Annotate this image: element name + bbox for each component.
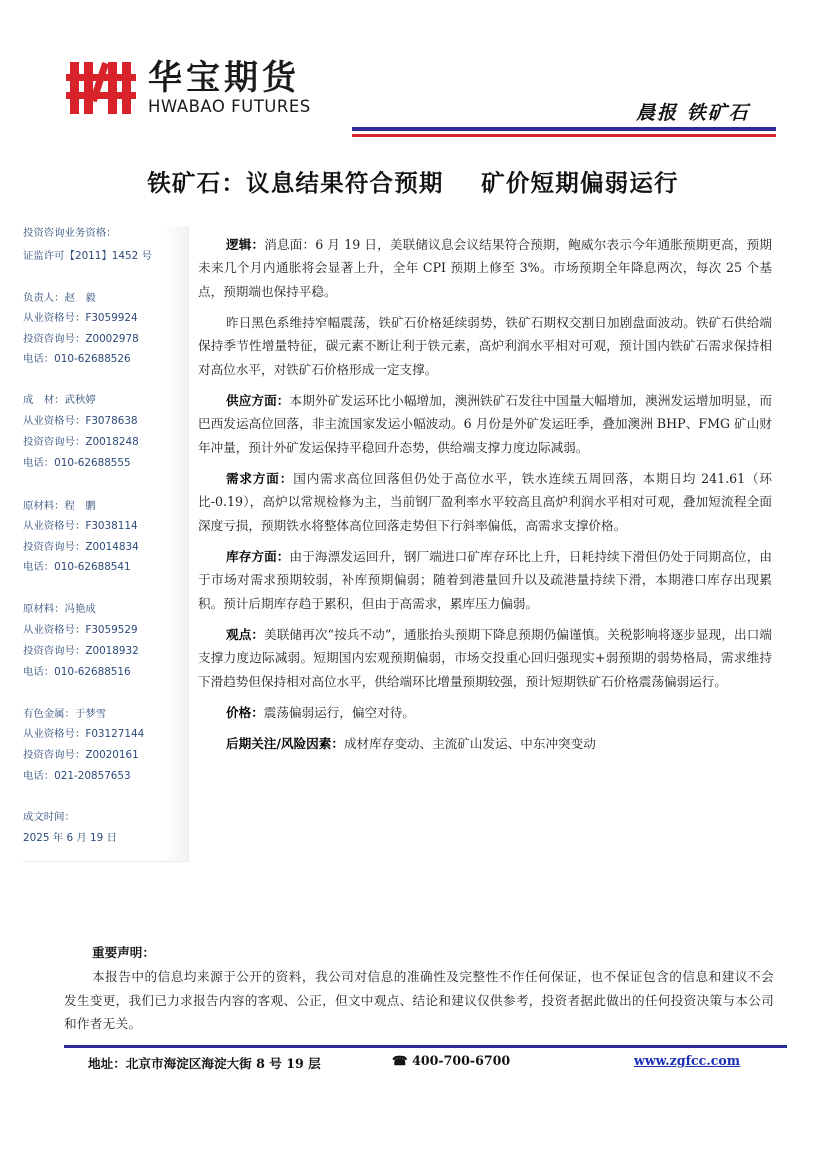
- footer-website-link[interactable]: www.zgfcc.com: [634, 1053, 741, 1068]
- analyst-role: 原材料：冯艳成: [23, 603, 96, 615]
- analyst-role: 有色金属：于梦雪: [23, 708, 107, 720]
- analyst-consult-id: 投资咨询号：Z0002978: [23, 333, 139, 345]
- risk-text: 成材库存变动、主流矿山发运、中东冲突变动: [343, 736, 596, 752]
- view-text: 美联储再次“按兵不动”，通胀抬头预期下降息预期仍偏谨慎。关税影响将逐步显现，出口端支撑力度边际减弱。短期国内宏观预期偏弱，市场交投重心回归强现实+弱预期的弱势格局，需求维持下滑趋势但保持相对高位水平，供给端环比增量预期较强，预计短期铁矿石价格震荡偏弱运行。: [198, 627, 772, 689]
- market-paragraph: 昨日黑色系维持窄幅震荡，铁矿石价格延续弱势，铁矿石期权交割日加剧盘面波动。铁矿石供给端保持季节性增量特征，碳元素不断让利于铁元素，高炉利润水平相对可观，预计国内铁矿石需求保持相对高位水平，对铁矿石价格形成一定支撑。: [198, 315, 772, 377]
- analyst-phone: 电话：010-62688516: [23, 666, 131, 678]
- logic-label: 逻辑：: [226, 237, 265, 252]
- analyst-consult-id: 投资咨询号：Z0020161: [23, 749, 139, 761]
- report-body: [198, 233, 772, 764]
- price-label: 价格：: [226, 705, 264, 721]
- footer-rule: [64, 1045, 787, 1048]
- header-rule-blue: [352, 127, 776, 131]
- inventory-text: 由于海漂发运回升，钢厂端进口矿库存环比上升，日耗持续下滑但仍处于同期高位，由于市场对需求预期较弱，补库预期偏弱；随着到港量回升以及疏港量持续下滑，本期港口库存出现累积。预计后期库存趋于累积，但由于高需求，累库压力偏弱。: [198, 549, 773, 611]
- price-text: 震荡偏弱运行，偏空对待。: [263, 705, 415, 721]
- logic-text: 消息面：6 月 19 日，美联储议息会议结果符合预期，鲍威尔表示今年通胀预期更高，预期未来几个月内通胀将会显著上升，全年 CPI 预期上修至 3%。市场预期全年降息两次，每次 25 个基点，预期端也保持平稳。: [198, 237, 772, 299]
- demand-text: 国内需求高位回落但仍处于高位水平，铁水连续五周回落，本期日均 241.61（环比-0.19），高炉以常规检修为主，当前钢厂盈利率水平较高且高炉利润水平相对可观，叠加短流程全面深度亏损，预期铁水将整体高位回落走势但下行斜率偏低，高需求支撑价格。: [198, 471, 773, 533]
- analyst-consult-id: 投资咨询号：Z0018932: [23, 645, 139, 657]
- analyst-sidebar: [23, 226, 189, 862]
- analyst-role: 成 材：武秋婷: [23, 394, 96, 406]
- analyst-phone: 电话：010-62688555: [23, 457, 131, 469]
- price-paragraph: [198, 701, 772, 724]
- view-paragraph: [198, 623, 772, 693]
- logo-chinese-name: 华宝期货: [148, 58, 300, 98]
- supply-text: 本期外矿发运环比小幅增加，澳洲铁矿石发往中国量大幅增加，澳洲发运增加明显，而巴西发运高位回落，非主流国家发运小幅波动。6 月份是外矿发运旺季，叠加澳洲 BHP、FMG 矿山财年冲量，预计外矿发运保持平稳回升态势，供给端支撑力度边际减弱。: [198, 393, 773, 455]
- report-title: 铁矿石：议息结果符合预期 矿价短期偏弱运行: [147, 169, 679, 197]
- analyst-phone: 电话：010-62688541: [23, 561, 131, 573]
- footer-phone: ☎ 400-700-6700: [392, 1053, 511, 1068]
- qualification-title: 投资咨询业务资格：: [23, 227, 117, 239]
- analyst-consult-id: 投资咨询号：Z0018248: [23, 436, 139, 448]
- analyst-consult-id: 投资咨询号：Z0014834: [23, 541, 139, 553]
- analyst-role: 负责人：赵 毅: [23, 292, 96, 304]
- risk-label: 后期关注/风险因素：: [226, 736, 344, 752]
- date-value: 2025 年 6 月 19 日: [23, 832, 117, 844]
- disclaimer-title: 重要声明：: [92, 945, 155, 960]
- analyst-practice-id: 从业资格号：F03127144: [23, 728, 145, 740]
- date-title: 成文时间：: [23, 811, 75, 823]
- demand-label: 需求方面：: [226, 471, 294, 487]
- logo-english-name: HWABAO FUTURES: [148, 97, 311, 116]
- disclaimer-text: 本报告中的信息均来源于公开的资料，我公司对信息的准确性及完整性不作任何保证，也不保证包含的信息和建议不会发生变更，我们已力求报告内容的客观、公正，但文中观点、结论和建议仅供参考，投资者据此做出的任何投资决策与本公司和作者无关。: [64, 969, 774, 1032]
- analyst-practice-id: 从业资格号：F3059924: [23, 312, 138, 324]
- demand-paragraph: [198, 467, 772, 537]
- analyst-role: 原材料：程 鹏: [23, 500, 96, 512]
- logic-paragraph: [198, 233, 772, 303]
- footer-address: 地址：北京市海淀区海淀大街 8 号 19 层: [88, 1056, 321, 1071]
- risk-paragraph: [198, 732, 772, 755]
- view-label: 观点：: [226, 627, 265, 643]
- report-type-tag: 晨报 铁矿石: [636, 102, 750, 124]
- inventory-label: 库存方面：: [226, 549, 290, 565]
- inventory-paragraph: [198, 545, 772, 615]
- supply-paragraph: [198, 389, 772, 459]
- analyst-practice-id: 从业资格号：F3038114: [23, 520, 138, 532]
- qualification-value: 证监许可【2011】1452 号: [23, 250, 152, 262]
- analyst-practice-id: 从业资格号：F3059529: [23, 624, 138, 636]
- hwabao-logo-icon: [66, 60, 138, 116]
- analyst-phone: 电话：021-20857653: [23, 770, 131, 782]
- supply-label: 供应方面：: [226, 393, 290, 409]
- analyst-phone: 电话：010-62688526: [23, 353, 131, 365]
- analyst-practice-id: 从业资格号：F3078638: [23, 415, 138, 427]
- header-rule-red: [352, 134, 776, 137]
